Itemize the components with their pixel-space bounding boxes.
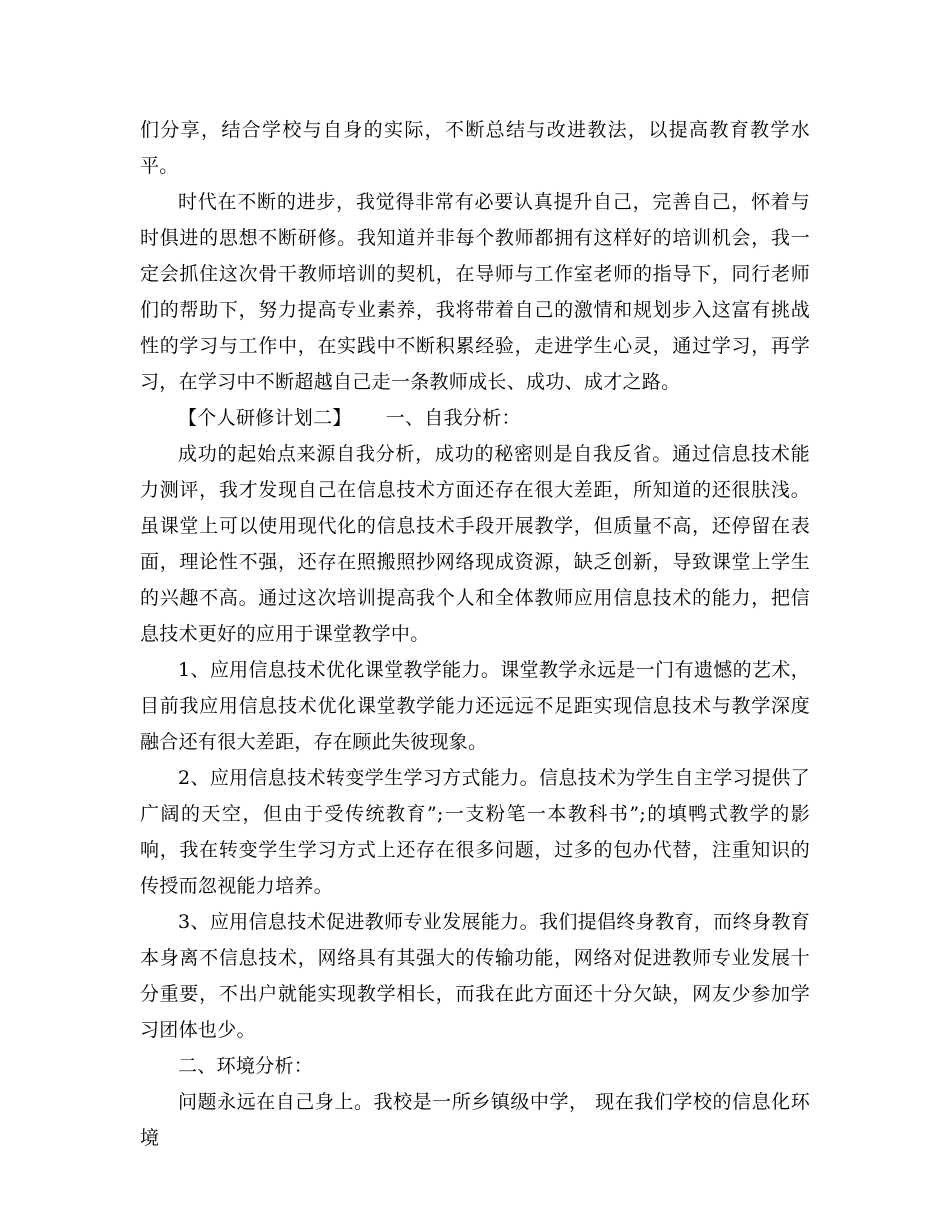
paragraph-item-2: 2、应用信息技术转变学生学习方式能力。信息技术为学生自主学习提供了广阔的天空，但由于受传统教育”;一支粉笔一本教科书”;的填鸭式教学的影响，我在转变学生学习方式上还存在很多问题，过多的包办代替，注重知识的传授而忽视能力培养。 [140,767,810,897]
section-heading [140,400,810,436]
plan-title: 【个人研修计划二】 [178,407,352,429]
self-analysis-heading: 一、自我分析： [385,407,521,429]
paragraph-continuation: 们分享，结合学校与自身的实际，不断总结与改进教法，以提高教育教学水平。 [140,119,810,177]
environment-heading: 二、环境分析： [178,1055,314,1077]
paragraph-environment: 问题永远在自己身上。我校是一所乡镇级中学， 现在我们学校的信息化环境 [140,1091,810,1149]
paragraph-item-3: 3、应用信息技术促进教师专业发展能力。我们提倡终身教育，而终身教育本身离不信息技术，网络具有其强大的传输功能，网络对促进教师专业发展十分重要，不出户就能实现教学相长，而我在此方面还十分欠缺，网友少参加学习团体也少。 [140,911,810,1041]
document-body [140,112,810,1156]
paragraph-self-analysis: 成功的起始点来源自我分析，成功的秘密则是自我反省。通过信息技术能力测评，我才发现自己在信息技术方面还存在很大差距，所知道的还很肤浅。虽课堂上可以使用现代化的信息技术手段开展教学，但质量不高，还停留在表面，理论性不强，还存在照搬照抄网络现成资源，缺乏创新，导致课堂上学生的兴趣不高。通过这次培训提高我个人和全体教师应用信息技术的能力，把信息技术更好的应用于课堂教学中。 [140,443,810,645]
paragraph-self-improvement: 时代在不断的进步，我觉得非常有必要认真提升自己，完善自己，怀着与时俱进的思想不断研修。我知道并非每个教师都拥有这样好的培训机会，我一定会抓住这次骨干教师培训的契机，在导师与工作室老师的指导下，同行老师们的帮助下，努力提高专业素养，我将带着自己的激情和规划步入这富有挑战性的学习与工作中，在实践中不断积累经验，走进学生心灵，通过学习，再学习，在学习中不断超越自己走一条教师成长、成功、成才之路。 [140,191,810,393]
paragraph-item-1: 1、应用信息技术优化课堂教学能力。课堂教学永远是一门有遗憾的艺术，目前我应用信息技术优化课堂教学能力还远远不足距实现信息技术与教学深度融合还有很大差距，存在顾此失彼现象。 [140,659,810,753]
